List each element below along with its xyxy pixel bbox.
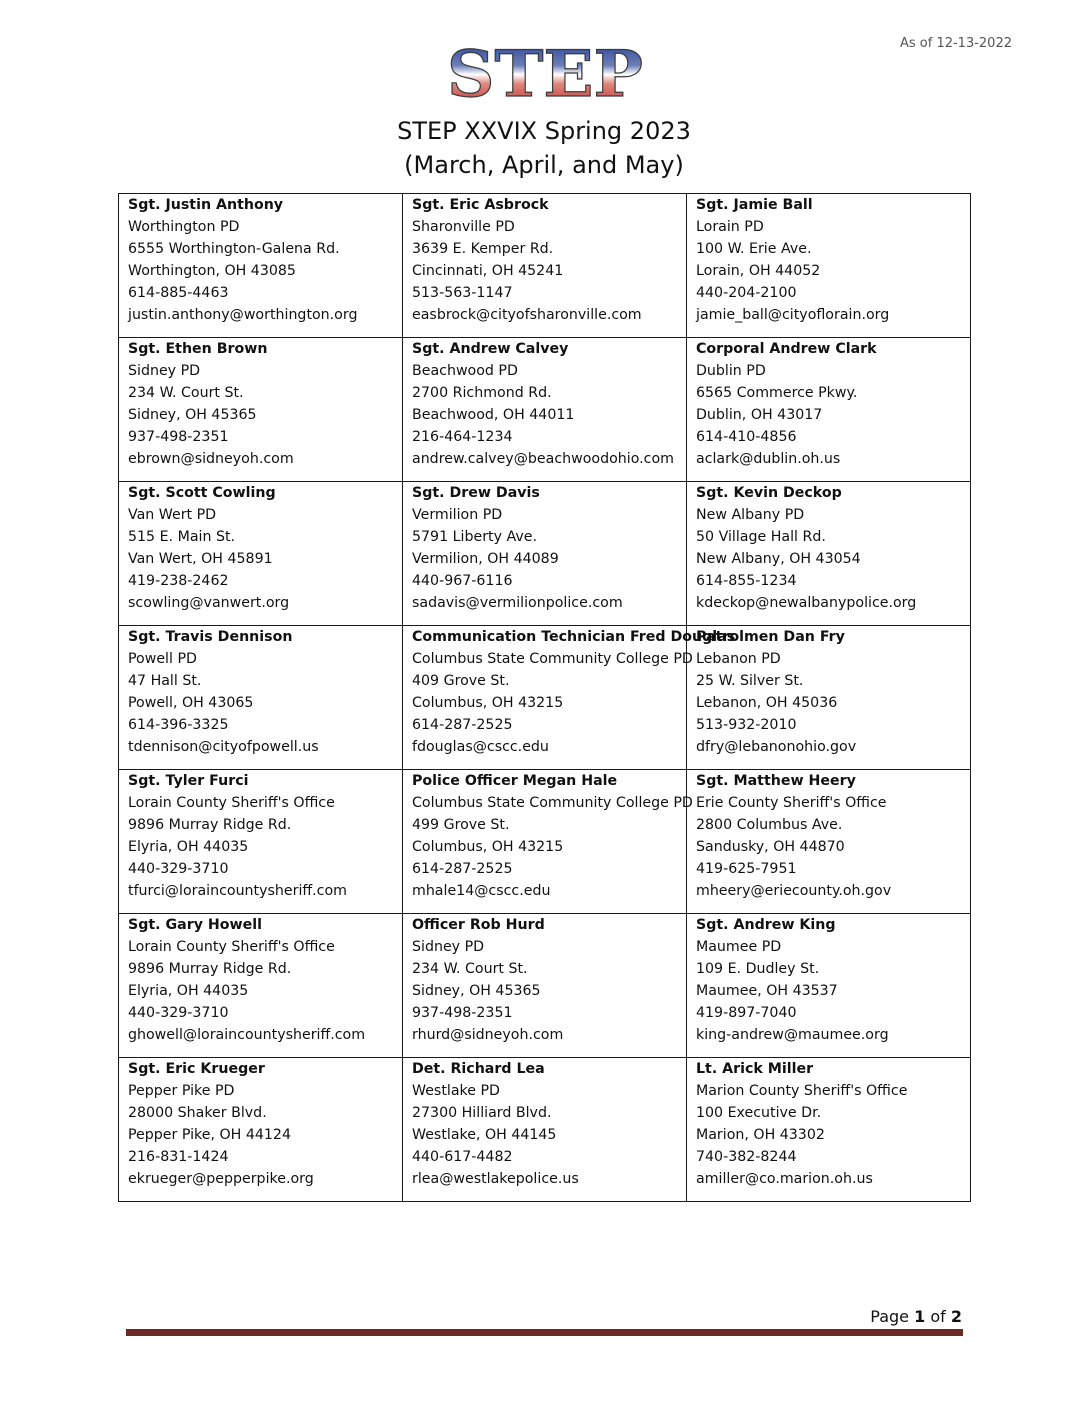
contact-street: 9896 Murray Ridge Rd. xyxy=(128,960,292,977)
contact-agency: Worthington PD xyxy=(128,218,240,235)
contact-agency: Sidney PD xyxy=(412,938,485,955)
contact-name: Communication Technician Fred Douglas xyxy=(412,629,736,645)
contact-agency: Erie County Sheriff's Office xyxy=(696,794,887,811)
contact-city: Elyria, OH 44035 xyxy=(128,982,249,999)
contact-email[interactable]: fdouglas@cscc.edu xyxy=(412,738,549,755)
contact-agency: Pepper Pike PD xyxy=(128,1082,235,1099)
contact-agency: Lorain County Sheriff's Office xyxy=(128,938,335,955)
contact-card xyxy=(687,1058,971,1202)
table-row xyxy=(119,338,971,482)
contact-name: Sgt. Ethen Brown xyxy=(128,341,268,357)
contact-city: Beachwood, OH 44011 xyxy=(412,406,575,423)
contact-street: 2800 Columbus Ave. xyxy=(696,816,843,833)
contact-name: Sgt. Andrew King xyxy=(696,917,836,933)
contact-phone: 614-287-2525 xyxy=(412,860,513,877)
contact-city: Sandusky, OH 44870 xyxy=(696,838,845,855)
contact-name: Police Officer Megan Hale xyxy=(412,773,618,789)
contact-street: 100 W. Erie Ave. xyxy=(696,240,812,257)
contact-phone: 937-498-2351 xyxy=(412,1004,513,1021)
contact-city: Westlake, OH 44145 xyxy=(412,1126,557,1143)
contact-street: 100 Executive Dr. xyxy=(696,1104,822,1121)
contact-email[interactable]: mheery@eriecounty.oh.gov xyxy=(696,882,892,899)
contact-city: Dublin, OH 43017 xyxy=(696,406,823,423)
contact-phone: 440-329-3710 xyxy=(128,1004,229,1021)
contact-card xyxy=(687,770,971,914)
contact-agency: Lorain PD xyxy=(696,218,764,235)
contact-email[interactable]: tdennison@cityofpowell.us xyxy=(128,738,319,755)
contact-name: Sgt. Eric Krueger xyxy=(128,1061,265,1077)
contact-phone: 614-287-2525 xyxy=(412,716,513,733)
contact-street: 5791 Liberty Ave. xyxy=(412,528,538,545)
contact-street: 6555 Worthington-Galena Rd. xyxy=(128,240,340,257)
contact-agency: Marion County Sheriff's Office xyxy=(696,1082,908,1099)
contact-agency: New Albany PD xyxy=(696,506,805,523)
contact-phone: 440-617-4482 xyxy=(412,1148,513,1165)
contact-email[interactable]: andrew.calvey@beachwoodohio.com xyxy=(412,450,674,467)
contact-agency: Sharonville PD xyxy=(412,218,515,235)
contact-street: 499 Grove St. xyxy=(412,816,510,833)
contact-email[interactable]: amiller@co.marion.oh.us xyxy=(696,1170,873,1187)
contact-email[interactable]: rlea@westlakepolice.us xyxy=(412,1170,579,1187)
contact-card xyxy=(687,482,971,626)
table-row xyxy=(119,770,971,914)
contact-name: Lt. Arick Miller xyxy=(696,1061,814,1077)
contact-email[interactable]: aclark@dublin.oh.us xyxy=(696,450,841,467)
contact-city: Pepper Pike, OH 44124 xyxy=(128,1126,291,1143)
contact-street: 234 W. Court St. xyxy=(412,960,528,977)
contact-card xyxy=(687,194,971,338)
page-title: STEP XXVIX Spring 2023 xyxy=(397,117,691,145)
contact-email[interactable]: justin.anthony@worthington.org xyxy=(128,306,358,323)
page-current: 1 xyxy=(914,1307,926,1326)
contact-card xyxy=(403,338,687,482)
contact-phone: 740-382-8244 xyxy=(696,1148,797,1165)
contact-name: Det. Richard Lea xyxy=(412,1061,545,1077)
contact-name: Sgt. Matthew Heery xyxy=(696,773,856,789)
contact-phone: 937-498-2351 xyxy=(128,428,229,445)
contact-email[interactable]: mhale14@cscc.edu xyxy=(412,882,551,899)
contact-phone: 614-396-3325 xyxy=(128,716,229,733)
contact-agency: Lorain County Sheriff's Office xyxy=(128,794,335,811)
contact-name: Officer Rob Hurd xyxy=(412,917,545,933)
footer-rule xyxy=(126,1329,963,1336)
contact-phone: 216-464-1234 xyxy=(412,428,513,445)
contact-city: Lorain, OH 44052 xyxy=(696,262,821,279)
contact-card xyxy=(687,914,971,1058)
contact-street: 9896 Murray Ridge Rd. xyxy=(128,816,292,833)
contact-city: New Albany, OH 43054 xyxy=(696,550,861,567)
contact-agency: Columbus State Community College PD xyxy=(412,650,693,667)
contact-card xyxy=(403,626,736,770)
contact-city: Sidney, OH 45365 xyxy=(128,406,257,423)
contact-card xyxy=(403,914,687,1058)
contact-agency: Powell PD xyxy=(128,650,197,667)
contact-street: 6565 Commerce Pkwy. xyxy=(696,384,858,401)
contact-card xyxy=(687,626,971,770)
contact-city: Columbus, OH 43215 xyxy=(412,838,564,855)
contact-name: Sgt. Andrew Calvey xyxy=(412,341,569,357)
contact-phone: 419-897-7040 xyxy=(696,1004,797,1021)
contact-phone: 614-855-1234 xyxy=(696,572,797,589)
contact-card xyxy=(119,1058,403,1202)
contact-phone: 440-329-3710 xyxy=(128,860,229,877)
contact-street: 409 Grove St. xyxy=(412,672,510,689)
logo-lettering: STEP xyxy=(447,37,643,112)
page-subtitle: (March, April, and May) xyxy=(404,151,684,179)
as-of-date: As of 12-13-2022 xyxy=(899,36,1012,51)
contact-email[interactable]: scowling@vanwert.org xyxy=(128,594,290,611)
contact-city: Vermilion, OH 44089 xyxy=(412,550,559,567)
contact-name: Sgt. Jamie Ball xyxy=(696,197,813,213)
contact-phone: 419-238-2462 xyxy=(128,572,229,589)
contact-street: 234 W. Court St. xyxy=(128,384,244,401)
contact-card xyxy=(119,770,403,914)
contact-email[interactable]: rhurd@sidneyoh.com xyxy=(412,1026,564,1043)
contact-name: Sgt. Justin Anthony xyxy=(128,197,284,213)
contact-city: Marion, OH 43302 xyxy=(696,1126,825,1143)
contact-card xyxy=(119,482,403,626)
contact-email[interactable]: tfurci@loraincountysheriff.com xyxy=(128,882,347,899)
contact-phone: 614-885-4463 xyxy=(128,284,229,301)
contact-email[interactable]: king-andrew@maumee.org xyxy=(696,1026,889,1043)
contact-card xyxy=(687,338,971,482)
table-row xyxy=(119,482,971,626)
contact-street: 2700 Richmond Rd. xyxy=(412,384,552,401)
contact-name: Sgt. Drew Davis xyxy=(412,485,540,501)
contact-phone: 614-410-4856 xyxy=(696,428,797,445)
contact-name: Sgt. Travis Dennison xyxy=(128,629,293,645)
contact-agency: Vermilion PD xyxy=(412,506,503,523)
contact-table xyxy=(118,193,971,1202)
step-logo xyxy=(440,37,650,112)
contact-city: Sidney, OH 45365 xyxy=(412,982,541,999)
contact-email[interactable]: sadavis@vermilionpolice.com xyxy=(412,594,623,611)
contact-card xyxy=(119,194,403,338)
contact-street: 515 E. Main St. xyxy=(128,528,236,545)
contact-city: Elyria, OH 44035 xyxy=(128,838,249,855)
contact-card xyxy=(119,338,403,482)
contact-phone: 440-967-6116 xyxy=(412,572,513,589)
contact-street: 47 Hall St. xyxy=(128,672,202,689)
table-row xyxy=(119,626,971,770)
table-row xyxy=(119,914,971,1058)
contact-email[interactable]: ghowell@loraincountysheriff.com xyxy=(128,1026,366,1043)
contact-street: 25 W. Silver St. xyxy=(696,672,804,689)
contact-email[interactable]: jamie_ball@cityoflorain.org xyxy=(696,306,890,323)
contact-street: 109 E. Dudley St. xyxy=(696,960,820,977)
contact-street: 27300 Hilliard Blvd. xyxy=(412,1104,552,1121)
contact-city: Maumee, OH 43537 xyxy=(696,982,838,999)
contact-agency: Maumee PD xyxy=(696,938,782,955)
table-row xyxy=(119,194,971,338)
contact-street: 50 Village Hall Rd. xyxy=(696,528,826,545)
contact-city: Lebanon, OH 45036 xyxy=(696,694,838,711)
contact-name: Sgt. Scott Cowling xyxy=(128,485,276,501)
contact-name: Corporal Andrew Clark xyxy=(696,341,877,357)
contact-agency: Lebanon PD xyxy=(696,650,781,667)
contact-agency: Westlake PD xyxy=(412,1082,500,1099)
contact-phone: 440-204-2100 xyxy=(696,284,797,301)
contact-city: Cincinnati, OH 45241 xyxy=(412,262,564,279)
contact-card xyxy=(403,194,687,338)
page-total: 2 xyxy=(950,1307,962,1326)
contact-name: Sgt. Gary Howell xyxy=(128,917,262,933)
contact-card xyxy=(403,482,687,626)
contact-name: Sgt. Eric Asbrock xyxy=(412,197,549,213)
contact-city: Van Wert, OH 45891 xyxy=(128,550,273,567)
contact-street: 3639 E. Kemper Rd. xyxy=(412,240,554,257)
contact-phone: 513-932-2010 xyxy=(696,716,797,733)
contact-agency: Columbus State Community College PD xyxy=(412,794,693,811)
contact-card xyxy=(403,770,693,914)
contact-email[interactable]: easbrock@cityofsharonville.com xyxy=(412,306,642,323)
table-row xyxy=(119,1058,971,1202)
contact-card xyxy=(119,626,403,770)
contact-name: Sgt. Tyler Furci xyxy=(128,773,249,789)
page-word: Page xyxy=(870,1307,910,1326)
contact-phone: 216-831-1424 xyxy=(128,1148,229,1165)
contact-phone: 419-625-7951 xyxy=(696,860,797,877)
contact-card xyxy=(119,914,403,1058)
contact-email[interactable]: ekrueger@pepperpike.org xyxy=(128,1170,314,1187)
contact-agency: Dublin PD xyxy=(696,362,766,379)
contact-name: Patrolmen Dan Fry xyxy=(696,629,845,645)
contact-phone: 513-563-1147 xyxy=(412,284,513,301)
contact-agency: Van Wert PD xyxy=(128,506,217,523)
contact-agency: Beachwood PD xyxy=(412,362,518,379)
page-number xyxy=(870,1307,962,1326)
contact-email[interactable]: ebrown@sidneyoh.com xyxy=(128,450,294,467)
contact-email[interactable]: kdeckop@newalbanypolice.org xyxy=(696,594,917,611)
contact-email[interactable]: dfry@lebanonohio.gov xyxy=(696,738,857,755)
contact-city: Worthington, OH 43085 xyxy=(128,262,296,279)
contact-street: 28000 Shaker Blvd. xyxy=(128,1104,267,1121)
contact-name: Sgt. Kevin Deckop xyxy=(696,485,842,501)
contact-city: Columbus, OH 43215 xyxy=(412,694,564,711)
page-of: of xyxy=(930,1307,946,1326)
contact-agency: Sidney PD xyxy=(128,362,201,379)
contact-card xyxy=(403,1058,687,1202)
contact-city: Powell, OH 43065 xyxy=(128,694,254,711)
